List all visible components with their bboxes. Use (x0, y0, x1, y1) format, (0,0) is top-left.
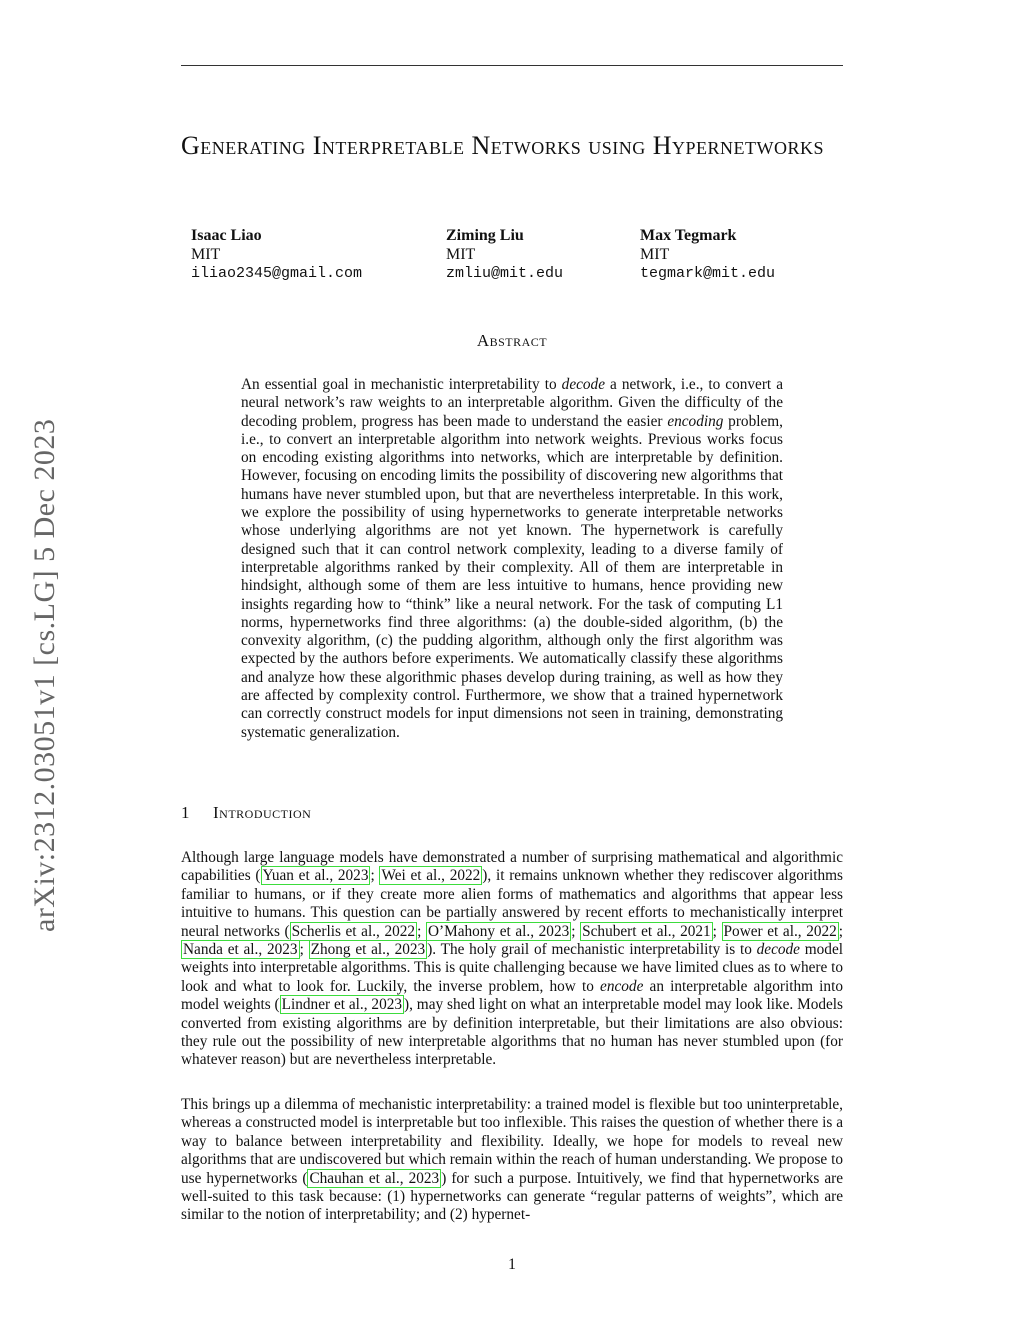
emphasis: decode (561, 376, 605, 393)
author-name: Isaac Liao (191, 227, 262, 244)
section-heading-introduction (181, 803, 311, 823)
citation-link[interactable]: Wei et al., 2022 (381, 867, 481, 885)
section-title: Introduction (213, 803, 312, 822)
author-block (640, 226, 775, 283)
citation-link[interactable]: Yuan et al., 2023 (262, 867, 369, 885)
author-email: tegmark@mit.edu (640, 265, 776, 282)
citation-link[interactable]: O’Mahony et al., 2023 (427, 922, 570, 940)
citation-link[interactable]: Power et al., 2022 (723, 922, 837, 940)
author-affiliation: MIT (446, 246, 476, 263)
page-number: 1 (508, 1256, 516, 1273)
author-block (446, 226, 563, 283)
author-block (191, 226, 362, 283)
author-name: Ziming Liu (446, 227, 524, 244)
citation-link[interactable]: Scherlis et al., 2022 (291, 922, 416, 940)
citation-link[interactable]: Chauhan et al., 2023 (309, 1169, 440, 1187)
section-number: 1 (181, 803, 190, 822)
emphasis: encode (600, 977, 644, 995)
author-email: iliao2345@gmail.com (191, 265, 363, 282)
intro-paragraph-1: Although large language models have demonstrated a number of surprising mathematical and algorithmic capabilities ( Yuan et al., 2023 ; Wei et al., 2022 ), it remains unknown whether they rediscover algorithms familiar to humans, or if they create more alien forms of mathematics and algorithms that appear less intuitive to humans. This question can be partially answered by recent efforts to mechanistically interpret neural networks ( Scherlis et al., 2022 ; O’Mahony et al., 2023 ; Schubert et al., 2021 ; Power et al., 2022 ; Nanda et al., 2023 ; Zhong et al., 2023 ). The holy grail of mechanistic interpretability is to decode model weights into interpretable algorithms. This is quite challenging because we have limited clues as to where to look and what to look for. Luckily, the inverse problem, how to encode an interpretable algorithm into model weights ( Lindner et al., 2023 ), may shed light on what an interpretable model may look like. Models converted from existing algorithms are by definition interpretable, but their limitations are also obvious: they rule out the possibility of new interpretable algorithms that no human has never stumbled upon (for whatever reason) but are nevertheless interpretable. (181, 849, 844, 1069)
emphasis: encoding (667, 412, 724, 430)
citation-link[interactable]: Schubert et al., 2021 (582, 922, 711, 940)
paper-title: Generating Interpretable Networks using Hypernetworks (181, 131, 825, 160)
abstract-heading: Abstract (476, 331, 548, 350)
header-rule (181, 65, 843, 66)
author-name: Max Tegmark (640, 227, 737, 244)
citation-link[interactable]: Lindner et al., 2023 (281, 996, 403, 1014)
author-email: zmliu@mit.edu (446, 265, 564, 282)
citation-link[interactable]: Nanda et al., 2023 (183, 941, 298, 959)
arxiv-identifier-stamp: arXiv:2312.03051v1 [cs.LG] 5 Dec 2023 (28, 418, 61, 932)
author-affiliation: MIT (640, 246, 670, 263)
emphasis: decode (756, 941, 800, 959)
intro-paragraph-2: This brings up a dilemma of mechanistic interpretability: a trained model is flexible but too uninterpretable, whereas a constructed model is interpretable but too inflexible. This raises the question of whether there is a way to balance between interpretability and flexibility. Ideally, we hope for models to reveal new algorithms that are undiscovered but which remain within the reach of human understanding. We propose to use hypernetworks ( Chauhan et al., 2023 ) for such a purpose. Intuitively, we find that hypernetworks are well-suited to this task because: (1) hypernetworks can generate “regular patterns of weights”, which are similar to the notion of interpretability; and (2) hypernet- (181, 1096, 843, 1224)
abstract-body: An essential goal in mechanistic interpretability to decode a network, i.e., to convert a neural network’s raw weights to an interpretable algorithm. Given the difficulty of the decoding problem, progress has been made to understand the easier encoding problem, i.e., to convert an interpretable algorithm into network weights. Previous works focus on encoding existing algorithms into networks, which are interpretable by definition. However, focusing on encoding limits the possibility of discovering new algorithms that humans have never stumbled upon, but that are nevertheless interpretable. In this work, we explore the possibility of using hypernetworks to generate interpretable networks whose underlying algorithms are not yet known. The hypernetwork is carefully designed such that it can control network complexity, leading to a diverse family of interpretable algorithms ranked by their complexity. All of them are interpretable in hindsight, although some of them are less intuitive to humans, hence providing new insights regarding how to “think” like a neural network. For the task of computing L1 norms, hypernetworks find three algorithms: (a) the double-sided algorithm, (b) the convexity algorithm, (c) the pudding algorithm, although only the first algorithm was expected by the authors before experiments. We automatically classify these algorithms and analyze how these algorithmic phases develop during training, as well as how they are affected by complexity control. Furthermore, we show that a trained hypernetwork can correctly construct models for input dimensions not seen in training, demonstrating systematic generalization. (241, 376, 783, 741)
author-affiliation: MIT (191, 246, 221, 263)
citation-link[interactable]: Zhong et al., 2023 (310, 941, 426, 959)
